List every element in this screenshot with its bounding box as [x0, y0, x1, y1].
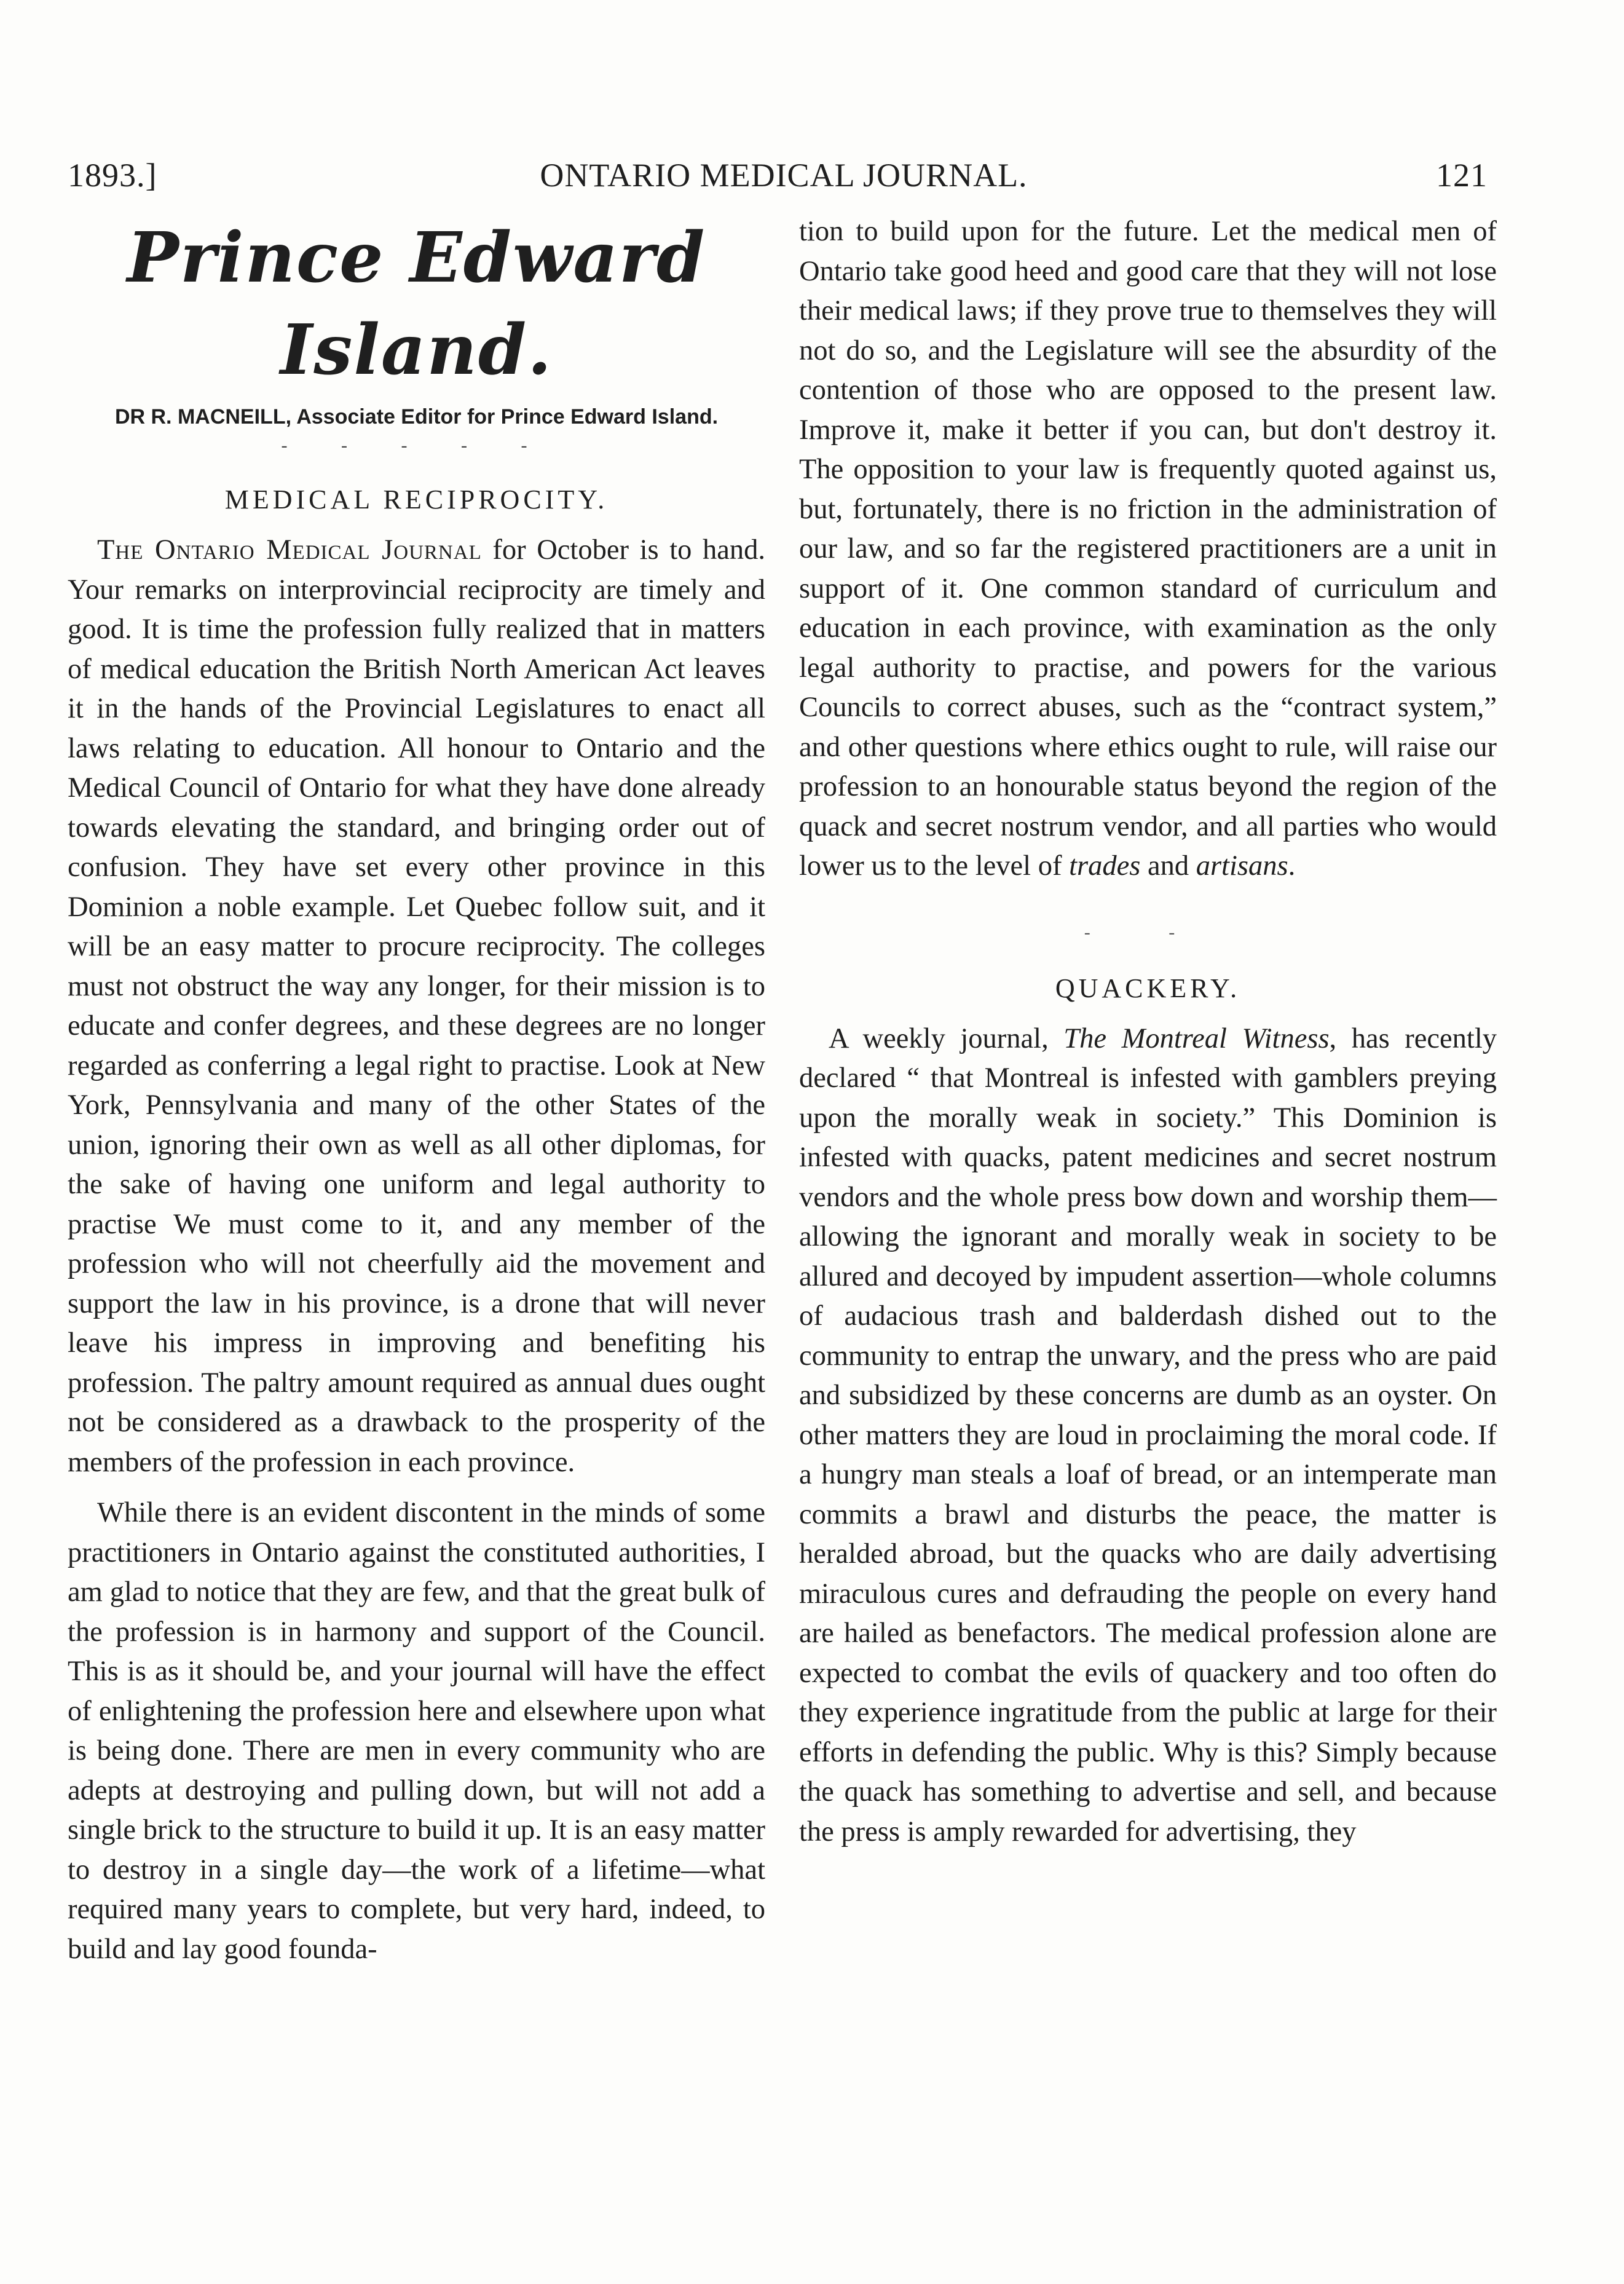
continuation-end: .	[1288, 850, 1296, 882]
italic-montreal-witness: The Montreal Witness	[1063, 1022, 1330, 1054]
quackery-start: A weekly journal,	[829, 1022, 1064, 1054]
article-heading-medical-reciprocity: MEDICAL RECIPROCITY.	[224, 484, 609, 515]
italic-trades: trades	[1069, 850, 1141, 882]
quackery-body: , has recently declared “ that Montreal is infested with gamblers preying upon the morally weak in society.” This Dominion is infested with quacks, patent medicines and secret nostrum vendors and the whole press bow down and worship them—allowing the ignorant and morally weak in society to be allured and decoyed by impudent assertion—whole columns of audacious trash and balderdash dished out to the community to entrap the unwary, and the press who are paid and subsidized by these concerns are dumb as an oyster. On other matters they are loud in proclaiming the moral code. If a hungry man steals a loaf of bread, or an intemperate man commits a brawl and disturbs the peace, the matter is heralded abroad, but the quacks who are daily advertising miraculous cures and defrauding the people on every hand are hailed as benefactors. The medical profession alone are expected to combat the evils of quackery and too often do they experience ingratitude from the public at large for their efforts in defending the public. Why is this? Simply because the quack has something to advertise and sell, and because the press is amply rewarded for advertising, they	[799, 1022, 1497, 1847]
continuation-and: and	[1140, 850, 1196, 882]
journal-name-lead: The Ontario Medical Journal	[97, 534, 482, 566]
dash-rule: - - - - -	[281, 435, 552, 456]
section-title: Prince Edward Island.	[127, 218, 706, 390]
paragraph-quackery	[799, 1019, 1497, 1852]
header-page-number: 121	[1436, 157, 1488, 194]
running-header	[68, 154, 1500, 203]
paragraph-continuation	[799, 212, 1497, 887]
continuation-body: tion to build upon for the future. Let the medical men of Ontario take good heed and good care that they will not lose their medical laws; if they prove true to themselves they will not do so, and the Legislature will see the absurdity of the contention of those who are opposed to the present law. Improve it, make it better if you can, but don't destroy it. The opposition to your law is frequently quoted against us, but, fortunately, there is no friction in the administration of our law, and so far the registered practitioners are a unit in support of it. One common standard of curriculum and education in each province, with examination as the only legal authority to practise, and powers for the various Councils to correct abuses, such as the “contract system,” and other questions where ethics ought to rule, will raise our profession to an honourable status beyond the region of the quack and secret nostrum vendor, and all parties who would lower us to the level of	[799, 216, 1497, 882]
paragraph-reciprocity-2: While there is an evident discontent in the minds of some practitioners in Ontario against the constituted authorities, I am glad to notice that they are few, and that the great bulk of the profession is in harmony and support of the Council. This is as it should be, and your journal will have the effect of enlightening the profession here and elsewhere upon what is being done. There are men in every community who are adepts at destroying and pulling down, but will not add a single brick to the structure to build it up. It is an easy matter to destroy in a single day—the work of a lifetime—what required many years to complete, but very hard, indeed, to build and lay good founda-	[68, 1497, 765, 1965]
right-column	[799, 212, 1497, 1852]
byline: DR R. MACNEILL, Associate Editor for Prince Edward Island.	[114, 405, 719, 429]
header-year: 1893.]	[68, 157, 157, 194]
italic-artisans: artisans	[1196, 850, 1288, 882]
header-journal-title: ONTARIO MEDICAL JOURNAL.	[540, 157, 1028, 194]
article-heading-quackery: QUACKERY.	[1055, 973, 1241, 1003]
section-divider: - -	[1084, 922, 1212, 942]
paragraph-body: for October is to hand. Your remarks on interprovincial reciprocity are timely and good. It is time the profession fully realized that in matters of medical education the British North American Act leaves it in the hands of the Provincial Legislatures to enact all laws relating to education. All honour to Ontario and the Medical Council of Ontario for what they have done already towards elevating the standard, and bringing order out of confusion. They have set every other province in this Dominion a noble example. Let Quebec follow suit, and it will be an easy matter to procure reciprocity. The colleges must not obstruct the way any longer, for their mission is to educate and confer degrees, and these degrees are no longer regarded as conferring a legal right to practise. Look at New York, Pennsylvania and many of the other States of the union, ignoring their own as well as all other diplomas, for the sake of having one uniform and legal authority to practise We must come to it, and any member of the profession who will not cheerfully aid the movement and support the law in his province, is a drone that will never leave his impress in improving and benefiting his profession. The paltry amount required as annual dues ought not be considered as a drawback to the prosperity of the members of the profession in each province.	[68, 534, 765, 1478]
left-column	[68, 212, 765, 1969]
paragraph-reciprocity-1	[68, 531, 765, 1482]
